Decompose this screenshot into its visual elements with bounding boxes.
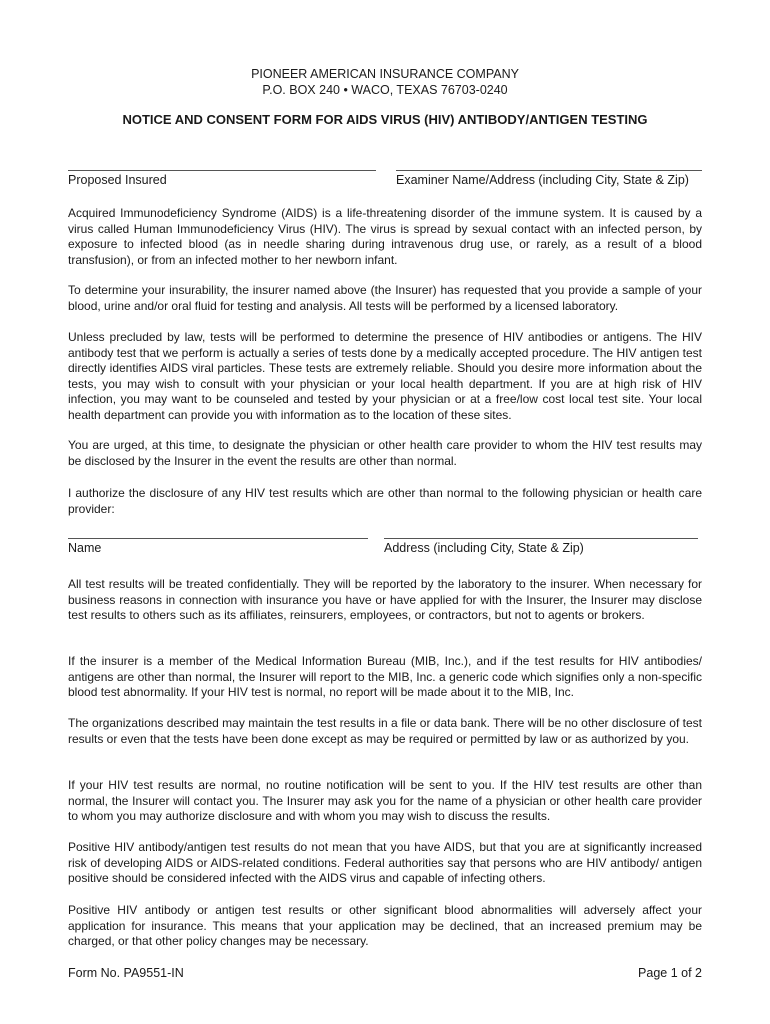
provider-name-field[interactable] bbox=[68, 532, 368, 555]
paragraph-application-effect: Positive HIV antibody or antigen test results or other significant blood abnormalities will adversely affect your application for insurance. This means that your application may be declined, that an increased premium may be charged, or that other policy changes may be necessary. bbox=[68, 903, 702, 949]
signature-line bbox=[384, 532, 698, 539]
paragraph-tests: Unless precluded by law, tests will be performed to determine the presence of HIV antibodies or antigens. The HIV antibody test that we perform is actually a series of tests done by a medically accepted procedure. The HIV antigen test directly identifies AIDS viral particles. These tests are extremely reliable. Should you desire more information about the tests, you may wish to consult with your physician or your local health department. If you are at high risk of HIV infection, you may want to be counseled and tested by your physician or at a free/low cost local test site. Your local health department can provide you with information as to the location of these sites. bbox=[68, 330, 702, 422]
proposed-insured-field[interactable] bbox=[68, 164, 376, 187]
signature-line bbox=[68, 532, 368, 539]
company-name: PIONEER AMERICAN INSURANCE COMPANY bbox=[251, 67, 519, 81]
provider-name-label: Name bbox=[68, 541, 102, 555]
signature-line bbox=[68, 164, 376, 171]
company-address: P.O. BOX 240 • WACO, TEXAS 76703-0240 bbox=[262, 83, 508, 97]
provider-address-label: Address (including City, State & Zip) bbox=[384, 541, 584, 555]
page-number: Page 1 of 2 bbox=[638, 966, 702, 980]
paragraph-confidentiality: All test results will be treated confidentially. They will be reported by the laboratory to the insurer. When necessary for business reasons in connection with insurance you have or have applied for with the Insurer, the Insurer may disclose test results to others such as its affiliates, reinsurers, employees, or contractors, but not to agents or brokers. bbox=[68, 577, 702, 623]
proposed-insured-label: Proposed Insured bbox=[68, 173, 167, 187]
letterhead bbox=[0, 66, 770, 98]
paragraph-notification: If your HIV test results are normal, no routine notification will be sent to you. If the HIV test results are other than normal, the Insurer will contact you. The Insurer may ask you for the name of a physician or other health care provider to whom you may authorize disclosure and with whom you may wish to discuss the results. bbox=[68, 778, 702, 824]
form-title: NOTICE AND CONSENT FORM FOR AIDS VIRUS (HIV) ANTIBODY/ANTIGEN TESTING bbox=[122, 112, 648, 127]
paragraph-insurability: To determine your insurability, the insurer named above (the Insurer) has requested that you provide a sample of your blood, urine and/or oral fluid for testing and analysis. All tests will be performed by a licensed laboratory. bbox=[68, 283, 702, 313]
paragraph-authorize-disclosure: I authorize the disclosure of any HIV test results which are other than normal to the following physician or health care provider: bbox=[68, 486, 702, 516]
paragraph-aids-definition: Acquired Immunodeficiency Syndrome (AIDS) is a life-threatening disorder of the immune system. It is caused by a virus called Human Immunodeficiency Virus (HIV). The virus is spread by sexual contact with an infected person, by exposure to infected blood (as in needle sharing during intravenous drug use, or rarely, as a result of a blood transfusion), or from an infected mother to her newborn infant. bbox=[68, 206, 702, 267]
provider-address-field[interactable] bbox=[384, 532, 698, 555]
paragraph-designate-physician: You are urged, at this time, to designate the physician or other health care provider to whom the HIV test results may be disclosed by the Insurer in the event the results are other than normal. bbox=[68, 438, 702, 468]
form-number: Form No. PA9551-IN bbox=[68, 966, 184, 980]
paragraph-positive-results: Positive HIV antibody/antigen test results do not mean that you have AIDS, but that you are at significantly increased risk of developing AIDS or AIDS-related conditions. Federal authorities say that persons who are HIV antibody/ antigen positive should be considered infected with the AIDS virus and capable of infecting others. bbox=[68, 840, 702, 886]
signature-line bbox=[396, 164, 702, 171]
examiner-field[interactable] bbox=[396, 164, 702, 187]
paragraph-mib: If the insurer is a member of the Medical Information Bureau (MIB, Inc.), and if the test results for HIV antibodies/ antigens are other than normal, the Insurer will report to the MIB, Inc. a generic code which signifies only a non-specific blood test abnormality. If your HIV test is normal, no report will be made about it to the MIB, Inc. bbox=[68, 654, 702, 700]
examiner-label: Examiner Name/Address (including City, State & Zip) bbox=[396, 173, 689, 187]
paragraph-data-bank: The organizations described may maintain the test results in a file or data bank. There will be no other disclosure of test results or even that the tests have been done except as may be required or permitted by law or as authorized by you. bbox=[68, 716, 702, 746]
